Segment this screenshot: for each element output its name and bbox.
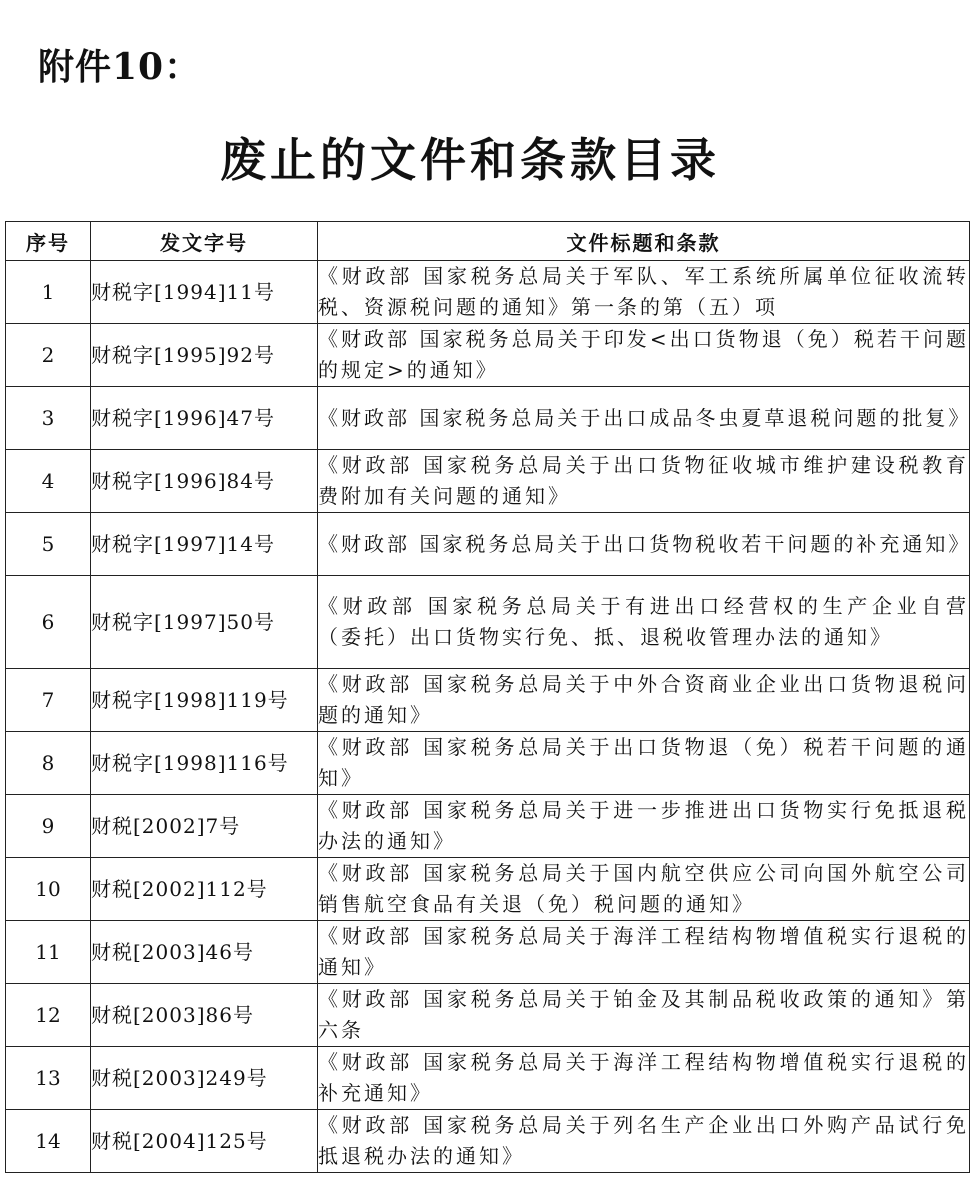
document-ref: 财税字[1995]92号	[91, 324, 318, 387]
column-header-number: 序号	[6, 222, 91, 261]
document-title: 《财政部 国家税务总局关于印发<出口货物退（免）税若干问题的规定>的通知》	[318, 324, 970, 387]
document-ref: 财税[2004]125号	[91, 1110, 318, 1173]
document-ref: 财税字[1994]11号	[91, 261, 318, 324]
row-number: 7	[6, 669, 91, 732]
table-row	[6, 576, 970, 669]
row-number: 8	[6, 732, 91, 795]
row-number: 2	[6, 324, 91, 387]
table-row	[6, 324, 970, 387]
abolished-documents-table	[5, 221, 970, 1173]
table-row	[6, 450, 970, 513]
table-row	[6, 513, 970, 576]
table-row	[6, 387, 970, 450]
document-title: 《财政部 国家税务总局关于海洋工程结构物增值税实行退税的通知》	[318, 921, 970, 984]
table-row	[6, 261, 970, 324]
document-title: 《财政部 国家税务总局关于有进出口经营权的生产企业自营（委托）出口货物实行免、抵、退税收管理办法的通知》	[318, 576, 970, 669]
document-title: 《财政部 国家税务总局关于出口货物征收城市维护建设税教育费附加有关问题的通知》	[318, 450, 970, 513]
row-number: 3	[6, 387, 91, 450]
row-number: 11	[6, 921, 91, 984]
table-row	[6, 1110, 970, 1173]
row-number: 6	[6, 576, 91, 669]
document-title: 《财政部 国家税务总局关于进一步推进出口货物实行免抵退税办法的通知》	[318, 795, 970, 858]
column-header-document-ref: 发文字号	[91, 222, 318, 261]
row-number: 4	[6, 450, 91, 513]
document-title: 《财政部 国家税务总局关于中外合资商业企业出口货物退税问题的通知》	[318, 669, 970, 732]
table-row	[6, 858, 970, 921]
document-title: 《财政部 国家税务总局关于出口货物税收若干问题的补充通知》	[318, 513, 970, 576]
document-ref: 财税[2003]249号	[91, 1047, 318, 1110]
page-title: 废止的文件和条款目录	[220, 133, 720, 187]
row-number: 5	[6, 513, 91, 576]
table-row	[6, 669, 970, 732]
row-number: 9	[6, 795, 91, 858]
table-row	[6, 1047, 970, 1110]
table-row	[6, 921, 970, 984]
document-title: 《财政部 国家税务总局关于出口成品冬虫夏草退税问题的批复》	[318, 387, 970, 450]
table-row	[6, 984, 970, 1047]
attachment-label: 附件10：	[38, 46, 202, 88]
row-number: 13	[6, 1047, 91, 1110]
document-ref: 财税字[1998]119号	[91, 669, 318, 732]
document-title: 《财政部 国家税务总局关于铂金及其制品税收政策的通知》第六条	[318, 984, 970, 1047]
document-ref: 财税[2002]112号	[91, 858, 318, 921]
document-title: 《财政部 国家税务总局关于列名生产企业出口外购产品试行免抵退税办法的通知》	[318, 1110, 970, 1173]
document-title: 《财政部 国家税务总局关于海洋工程结构物增值税实行退税的补充通知》	[318, 1047, 970, 1110]
row-number: 1	[6, 261, 91, 324]
row-number: 10	[6, 858, 91, 921]
document-ref: 财税字[1996]84号	[91, 450, 318, 513]
table-row	[6, 732, 970, 795]
row-number: 14	[6, 1110, 91, 1173]
document-title: 《财政部 国家税务总局关于军队、军工系统所属单位征收流转税、资源税问题的通知》第一条的第（五）项	[318, 261, 970, 324]
document-ref: 财税字[1996]47号	[91, 387, 318, 450]
document-ref: 财税字[1997]50号	[91, 576, 318, 669]
document-ref: 财税字[1997]14号	[91, 513, 318, 576]
row-number: 12	[6, 984, 91, 1047]
document-title: 《财政部 国家税务总局关于国内航空供应公司向国外航空公司销售航空食品有关退（免）税问题的通知》	[318, 858, 970, 921]
document-ref: 财税[2003]86号	[91, 984, 318, 1047]
document-title: 《财政部 国家税务总局关于出口货物退（免）税若干问题的通知》	[318, 732, 970, 795]
document-ref: 财税[2002]7号	[91, 795, 318, 858]
table-row	[6, 795, 970, 858]
table-header-row	[6, 222, 970, 261]
document-ref: 财税[2003]46号	[91, 921, 318, 984]
document-ref: 财税字[1998]116号	[91, 732, 318, 795]
column-header-title: 文件标题和条款	[318, 222, 970, 261]
